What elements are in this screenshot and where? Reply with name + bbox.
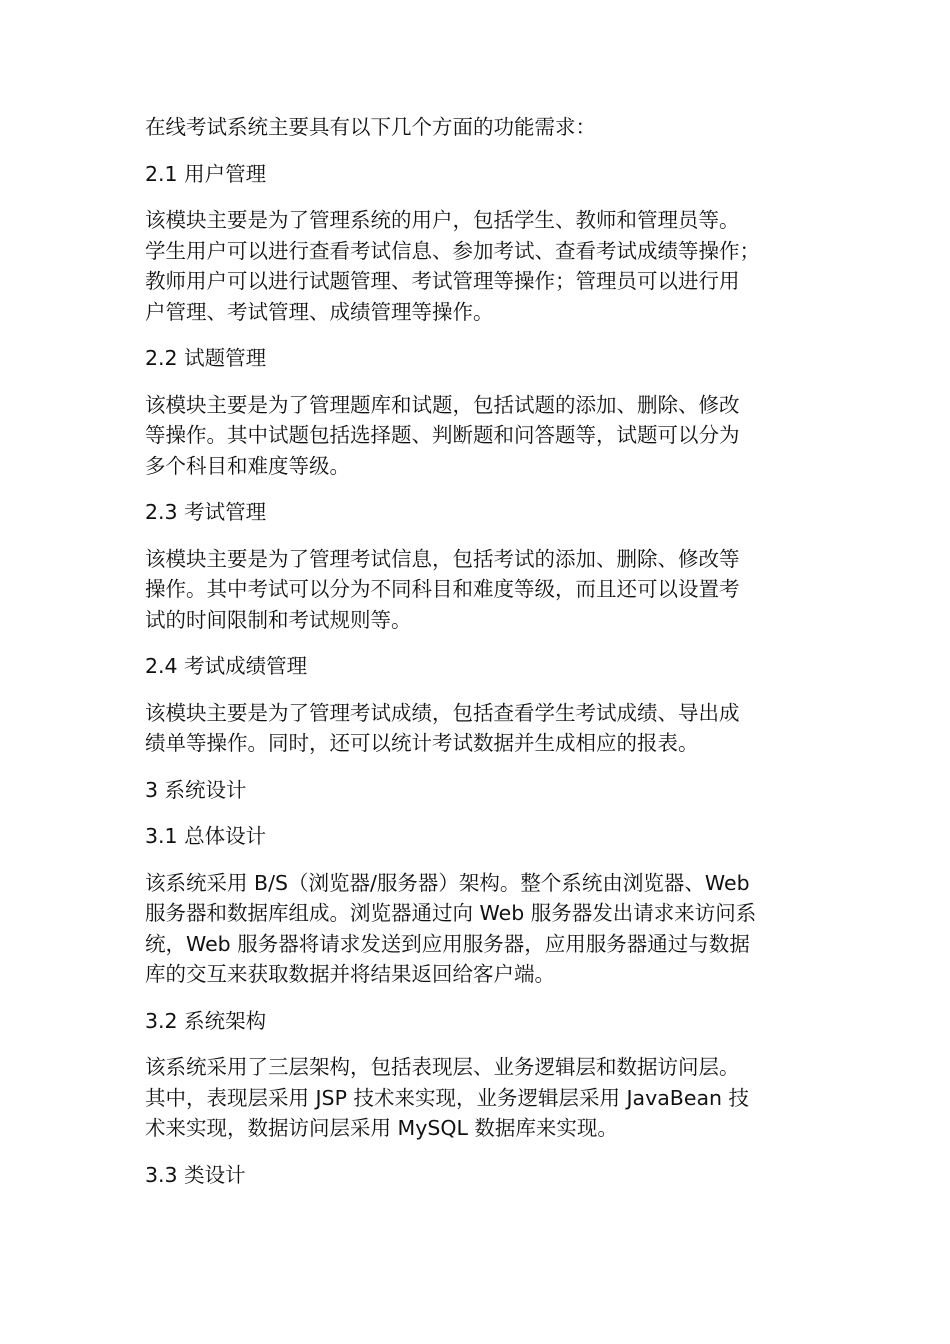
body-line: 该系统采用了三层架构，包括表现层、业务逻辑层和数据访问层。	[145, 1055, 740, 1079]
section-2-1-title: 2.1 用户管理	[145, 161, 267, 186]
body-line: 该模块主要是为了管理系统的用户，包括学生、教师和管理员等。	[145, 208, 740, 232]
section-3-1-title: 3.1 总体设计	[145, 824, 267, 848]
body-line: 等操作。其中试题包括选择题、判断题和问答题等，试题可以分为	[145, 423, 740, 447]
body-line: 该模块主要是为了管理题库和试题，包括试题的添加、删除、修改	[145, 392, 740, 417]
body-line: 该模块主要是为了管理考试信息，包括考试的添加、删除、修改等	[145, 546, 740, 571]
body-line: 户管理、考试管理、成绩管理等操作。	[145, 299, 494, 324]
section-3-2-body	[145, 1052, 825, 1144]
section-2-2-title: 2.2 试题管理	[145, 346, 267, 370]
intro-text: 在线考试系统主要具有以下几个方面的功能需求：	[145, 115, 596, 139]
body-line: 统，Web 服务器将请求发送到应用服务器，应用服务器通过与数据	[145, 931, 750, 956]
body-line: 术来实现，数据访问层采用 MySQL 数据库来实现。	[145, 1116, 618, 1140]
body-line: 绩单等操作。同时，还可以统计考试数据并生成相应的报表。	[145, 731, 699, 755]
body-line: 服务器和数据库组成。浏览器通过向 Web 服务器发出请求来访问系	[145, 901, 757, 925]
document-page	[145, 112, 825, 1190]
section-3-3-title: 3.3 类设计	[145, 1162, 246, 1187]
body-line: 教师用户可以进行试题管理、考试管理等操作；管理员可以进行用	[145, 269, 740, 293]
section-2-3-body	[145, 544, 825, 636]
body-line: 操作。其中考试可以分为不同科目和难度等级，而且还可以设置考	[145, 577, 740, 601]
section-3-title: 3 系统设计	[145, 777, 247, 802]
body-line: 库的交互来获取数据并将结果返回给客户端。	[145, 962, 555, 986]
section-2-2-body	[145, 390, 825, 482]
body-line: 学生用户可以进行查看考试信息、参加考试、查看考试成绩等操作；	[145, 238, 760, 263]
section-2-3-title: 2.3 考试管理	[145, 500, 267, 524]
section-2-4-title: 2.4 考试成绩管理	[145, 654, 308, 678]
body-line: 其中，表现层采用 JSP 技术来实现，业务逻辑层采用 JavaBean 技	[145, 1085, 750, 1110]
section-2-1-body	[145, 205, 825, 327]
body-line: 该系统采用 B/S（浏览器/服务器）架构。整个系统由浏览器、Web	[145, 870, 750, 895]
body-line: 该模块主要是为了管理考试成绩，包括查看学生考试成绩、导出成	[145, 700, 740, 725]
section-2-4-body	[145, 698, 825, 759]
body-line: 试的时间限制和考试规则等。	[145, 607, 412, 632]
body-line: 多个科目和难度等级。	[145, 453, 350, 478]
section-3-2-title: 3.2 系统架构	[145, 1008, 267, 1033]
section-3-1-body	[145, 868, 825, 990]
